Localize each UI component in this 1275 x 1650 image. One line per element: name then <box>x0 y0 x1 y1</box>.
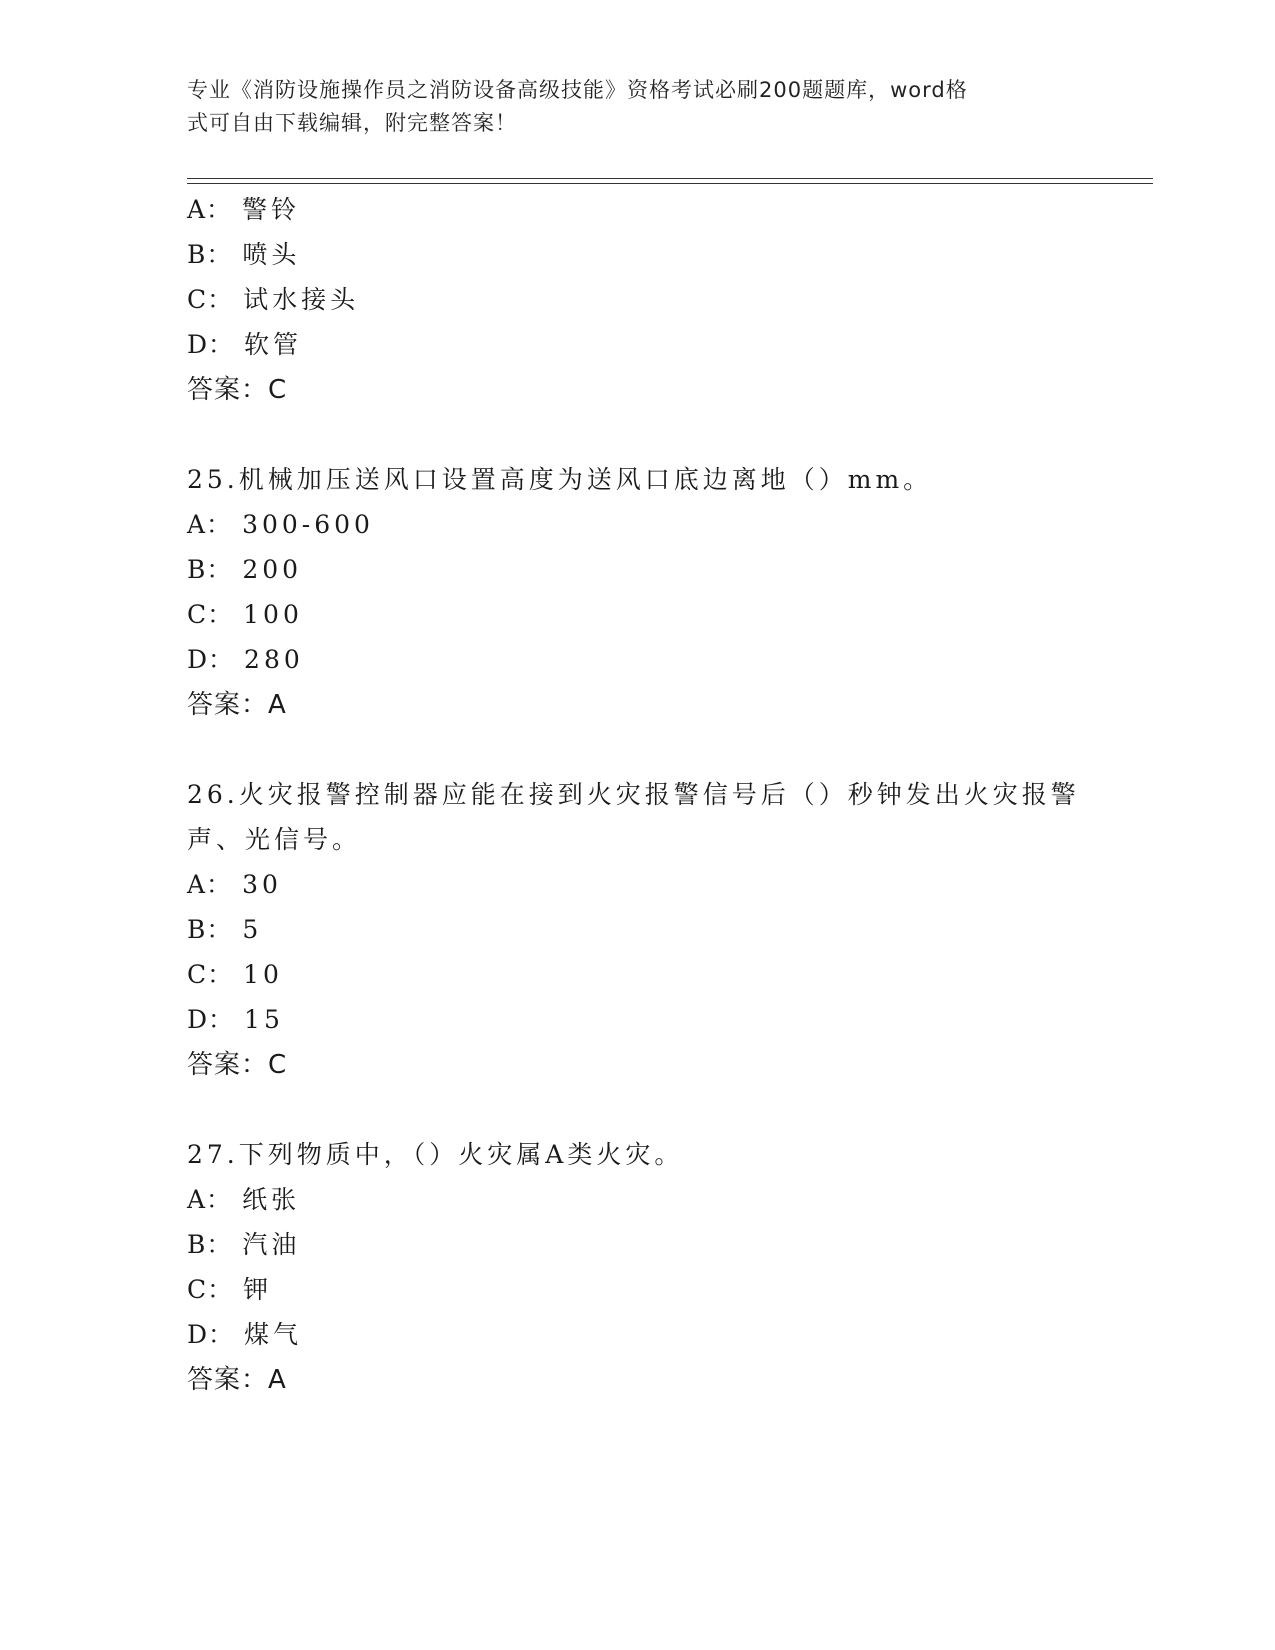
option-text: 软管 <box>244 330 303 359</box>
option-text: 10 <box>243 960 283 989</box>
option-prefix: C： <box>187 600 234 629</box>
option-prefix: A： <box>187 195 233 224</box>
header-divider-bottom <box>187 183 1153 184</box>
q25-option-d <box>187 645 304 675</box>
option-prefix: B： <box>187 1230 233 1259</box>
q25-stem: 25.机械加压送风口设置高度为送风口底边离地（）mm。 <box>187 465 933 494</box>
option-prefix: D： <box>187 1005 235 1034</box>
option-text: 煤气 <box>244 1320 303 1349</box>
q24-answer: 答案：C <box>187 375 288 405</box>
option-prefix: D： <box>187 645 235 674</box>
q26-stem-line-1: 26.火灾报警控制器应能在接到火灾报警信号后（）秒钟发出火灾报警 <box>187 780 1080 809</box>
option-text: 纸张 <box>242 1185 301 1214</box>
q24-option-d <box>187 330 302 360</box>
option-prefix: B： <box>187 915 233 944</box>
q25-option-b <box>187 555 302 585</box>
option-prefix: C： <box>187 1275 234 1304</box>
header-line-2: 式可自由下载编辑，附完整答案！ <box>187 111 517 135</box>
q27-option-b <box>187 1230 300 1260</box>
option-text: 钾 <box>243 1275 273 1304</box>
option-text: 汽油 <box>242 1230 301 1259</box>
option-text: 200 <box>242 555 303 584</box>
option-prefix: B： <box>187 240 233 269</box>
option-text: 警铃 <box>242 195 301 224</box>
option-text: 100 <box>243 600 303 629</box>
q27-option-d <box>187 1320 302 1350</box>
option-prefix: A： <box>187 870 233 899</box>
option-text: 15 <box>244 1005 284 1034</box>
option-text: 喷头 <box>242 240 301 269</box>
option-prefix: C： <box>187 960 234 989</box>
q24-option-a <box>187 195 300 225</box>
q26-stem-line-2: 声、光信号。 <box>187 825 362 854</box>
q25-option-a <box>187 510 374 540</box>
option-prefix: B： <box>187 555 233 584</box>
q26-option-b <box>187 915 262 945</box>
option-text: 试水接头 <box>243 285 360 314</box>
option-prefix: C： <box>187 285 234 314</box>
q27-option-c <box>187 1275 272 1305</box>
header-divider-top <box>187 178 1153 179</box>
option-prefix: A： <box>187 1185 233 1214</box>
q24-option-b <box>187 240 300 270</box>
header-line-1: 专业《消防设施操作员之消防设备高级技能》资格考试必刷200题题库，word格 <box>187 78 968 102</box>
option-text: 5 <box>242 915 263 944</box>
option-text: 30 <box>242 870 282 899</box>
q26-answer: 答案：C <box>187 1050 288 1080</box>
q25-answer: 答案：A <box>187 690 287 720</box>
option-prefix: D： <box>187 1320 235 1349</box>
q24-option-c <box>187 285 359 315</box>
q26-option-d <box>187 1005 284 1035</box>
option-text: 280 <box>244 645 304 674</box>
q27-answer: 答案：A <box>187 1365 287 1395</box>
q27-stem: 27.下列物质中，（）火灾属A类火灾。 <box>187 1140 684 1169</box>
option-text: 300-600 <box>242 510 374 539</box>
option-prefix: A： <box>187 510 233 539</box>
q26-option-c <box>187 960 283 990</box>
document-header <box>187 74 1077 140</box>
q25-option-c <box>187 600 303 630</box>
q27-option-a <box>187 1185 300 1215</box>
option-prefix: D： <box>187 330 235 359</box>
q26-option-a <box>187 870 282 900</box>
